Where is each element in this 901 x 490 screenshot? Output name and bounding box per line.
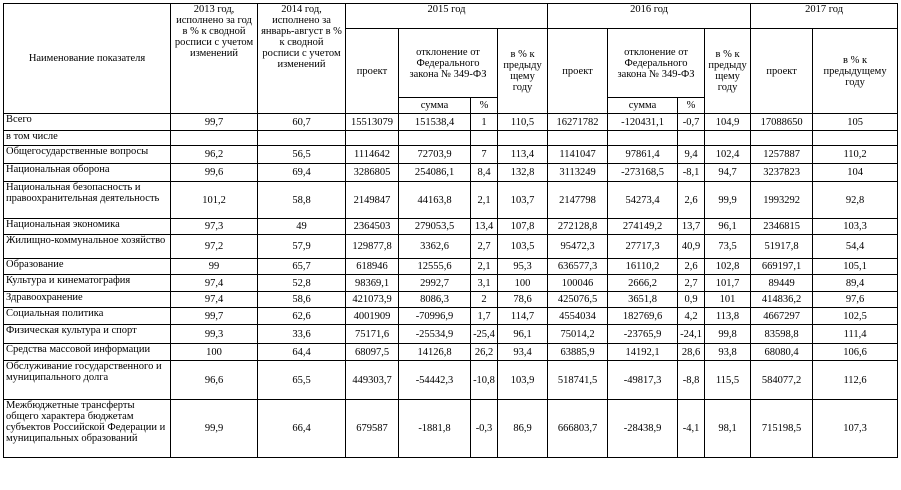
value-cell-c2014: 33,6 [258,325,346,344]
empty-cell [498,131,548,146]
value-cell-r2016: 99,8 [705,325,751,344]
value-cell-r2016: 113,8 [705,308,751,325]
table-row [4,400,898,458]
value-cell-d2015: 1,7 [471,308,498,325]
value-cell-c2014: 56,5 [258,146,346,164]
value-cell-s2016: 3651,8 [608,292,678,308]
value-cell-d2015: -10,8 [471,361,498,400]
value-cell-r2016: 104,9 [705,114,751,131]
value-cell-r2017: 106,6 [813,344,898,361]
value-cell-s2015: 12555,6 [399,259,471,275]
value-cell-r2017: 111,4 [813,325,898,344]
header-2016-project: проект [548,29,608,114]
empty-cell [678,131,705,146]
header-2015-deviation: отклонение от Федерального закона № 349-ФЗ [399,29,498,98]
value-cell-s2015: 14126,8 [399,344,471,361]
table-row [4,308,898,325]
value-cell-s2016: 16110,2 [608,259,678,275]
value-cell-p2017: 2346815 [751,219,813,235]
value-cell-c2013: 99,3 [171,325,258,344]
value-cell-d2016: 40,9 [678,235,705,259]
value-cell-p2016: 425076,5 [548,292,608,308]
value-cell-s2016: 274149,2 [608,219,678,235]
value-cell-r2017: 54,4 [813,235,898,259]
value-cell-r2015: 103,7 [498,182,548,219]
indicator-name-cell: Физическая культура и спорт [4,325,171,344]
value-cell-r2015: 107,8 [498,219,548,235]
empty-cell [608,131,678,146]
value-cell-p2016: 272128,8 [548,219,608,235]
value-cell-s2015: -54442,3 [399,361,471,400]
value-cell-p2015: 129877,8 [346,235,399,259]
value-cell-d2016: -0,7 [678,114,705,131]
value-cell-c2014: 60,7 [258,114,346,131]
header-indicator-name: Наименование показателя [4,4,171,114]
header-2017-pct-prev: в % к предыдущему году [813,29,898,114]
header-2015-project: проект [346,29,399,114]
value-cell-d2016: 28,6 [678,344,705,361]
value-cell-r2016: 102,8 [705,259,751,275]
empty-cell [751,131,813,146]
in-total-label: в том числе [4,131,171,146]
header-2015: 2015 год [346,4,548,29]
value-cell-d2015: 2 [471,292,498,308]
value-cell-s2016: 54273,4 [608,182,678,219]
value-cell-r2015: 95,3 [498,259,548,275]
value-cell-d2016: 2,6 [678,182,705,219]
table-row [4,325,898,344]
value-cell-s2015: 279053,5 [399,219,471,235]
value-cell-d2015: 2,1 [471,182,498,219]
table-row [4,146,898,164]
header-2016-sum: сумма [608,98,678,114]
table-row [4,361,898,400]
indicator-name-cell: Жилищно-коммунальное хозяйство [4,235,171,259]
value-cell-d2015: 7 [471,146,498,164]
value-cell-s2015: -1881,8 [399,400,471,458]
value-cell-d2016: -8,1 [678,164,705,182]
value-cell-s2015: 8086,3 [399,292,471,308]
value-cell-r2016: 98,1 [705,400,751,458]
value-cell-s2016: -28438,9 [608,400,678,458]
value-cell-p2017: 1993292 [751,182,813,219]
value-cell-p2015: 15513079 [346,114,399,131]
empty-cell [471,131,498,146]
indicator-name-cell: Национальная безопасность и правоохранительная деятельность [4,182,171,219]
value-cell-d2016: 2,6 [678,259,705,275]
value-cell-p2015: 2149847 [346,182,399,219]
indicator-name-cell: Образование [4,259,171,275]
value-cell-s2015: 254086,1 [399,164,471,182]
value-cell-c2014: 65,7 [258,259,346,275]
value-cell-p2015: 75171,6 [346,325,399,344]
value-cell-c2013: 99,7 [171,114,258,131]
value-cell-r2017: 97,6 [813,292,898,308]
value-cell-p2016: 95472,3 [548,235,608,259]
empty-cell [346,131,399,146]
value-cell-d2016: 4,2 [678,308,705,325]
value-cell-p2016: 636577,3 [548,259,608,275]
value-cell-c2013: 100 [171,344,258,361]
value-cell-s2016: -120431,1 [608,114,678,131]
table-row [4,219,898,235]
indicator-name-cell: Национальная экономика [4,219,171,235]
value-cell-p2016: 75014,2 [548,325,608,344]
empty-cell [813,131,898,146]
value-cell-d2015: -0,3 [471,400,498,458]
header-2015-pct-prev: в % к предыду щему году [498,29,548,114]
header-2016: 2016 год [548,4,751,29]
table-row [4,344,898,361]
value-cell-p2017: 83598,8 [751,325,813,344]
value-cell-d2015: 3,1 [471,275,498,292]
value-cell-r2016: 99,9 [705,182,751,219]
value-cell-r2017: 105,1 [813,259,898,275]
value-cell-c2013: 99,9 [171,400,258,458]
indicator-name-cell: Средства массовой информации [4,344,171,361]
value-cell-p2016: 3113249 [548,164,608,182]
value-cell-r2017: 89,4 [813,275,898,292]
indicator-name-cell: Межбюджетные трансферты общего характера бюджетам субъектов Российской Федерации и муниципальных образований [4,400,171,458]
value-cell-d2016: 2,7 [678,275,705,292]
indicator-name-cell: Всего [4,114,171,131]
value-cell-c2014: 65,5 [258,361,346,400]
value-cell-p2016: 666803,7 [548,400,608,458]
value-cell-r2016: 101,7 [705,275,751,292]
value-cell-r2017: 112,6 [813,361,898,400]
value-cell-r2017: 104 [813,164,898,182]
value-cell-p2016: 4554034 [548,308,608,325]
value-cell-r2015: 114,7 [498,308,548,325]
value-cell-p2017: 68080,4 [751,344,813,361]
value-cell-c2013: 99,7 [171,308,258,325]
table-row [4,182,898,219]
value-cell-c2014: 62,6 [258,308,346,325]
value-cell-p2017: 89449 [751,275,813,292]
value-cell-c2014: 58,8 [258,182,346,219]
value-cell-r2017: 107,3 [813,400,898,458]
value-cell-s2016: 14192,1 [608,344,678,361]
value-cell-s2016: 97861,4 [608,146,678,164]
value-cell-p2015: 2364503 [346,219,399,235]
value-cell-r2015: 103,9 [498,361,548,400]
value-cell-r2016: 102,4 [705,146,751,164]
value-cell-s2016: -23765,9 [608,325,678,344]
value-cell-p2017: 1257887 [751,146,813,164]
empty-cell [171,131,258,146]
value-cell-r2015: 113,4 [498,146,548,164]
value-cell-d2015: 8,4 [471,164,498,182]
value-cell-s2016: 27717,3 [608,235,678,259]
header-2017: 2017 год [751,4,898,29]
value-cell-c2014: 64,4 [258,344,346,361]
value-cell-p2015: 4001909 [346,308,399,325]
value-cell-p2016: 16271782 [548,114,608,131]
table-row [4,114,898,131]
indicator-name-cell: Обслуживание государственного и муниципального долга [4,361,171,400]
header-2016-deviation: отклонение от Федерального закона № 349-ФЗ [608,29,705,98]
value-cell-r2016: 73,5 [705,235,751,259]
value-cell-d2015: -25,4 [471,325,498,344]
value-cell-s2015: 72703,9 [399,146,471,164]
value-cell-p2017: 414836,2 [751,292,813,308]
table-body [4,114,898,458]
value-cell-d2016: 0,9 [678,292,705,308]
empty-cell [258,131,346,146]
value-cell-r2015: 103,5 [498,235,548,259]
value-cell-d2015: 2,7 [471,235,498,259]
value-cell-s2015: -25534,9 [399,325,471,344]
value-cell-r2015: 93,4 [498,344,548,361]
table-row [4,259,898,275]
value-cell-p2015: 3286805 [346,164,399,182]
value-cell-d2016: -24,1 [678,325,705,344]
value-cell-c2013: 96,6 [171,361,258,400]
value-cell-c2013: 97,2 [171,235,258,259]
header-2015-sum: сумма [399,98,471,114]
table-row-in-total [4,131,898,146]
value-cell-p2015: 421073,9 [346,292,399,308]
value-cell-p2017: 715198,5 [751,400,813,458]
header-2013: 2013 год, исполнено за год в % к сводной росписи с учетом изменений [171,4,258,114]
empty-cell [705,131,751,146]
header-2015-pct: % [471,98,498,114]
value-cell-c2014: 49 [258,219,346,235]
value-cell-s2015: -70996,9 [399,308,471,325]
value-cell-r2015: 132,8 [498,164,548,182]
budget-table [3,3,898,458]
value-cell-c2013: 97,4 [171,292,258,308]
value-cell-s2015: 2992,7 [399,275,471,292]
value-cell-r2015: 110,5 [498,114,548,131]
indicator-name-cell: Здравоохранение [4,292,171,308]
value-cell-p2016: 63885,9 [548,344,608,361]
indicator-name-cell: Культура и кинематография [4,275,171,292]
value-cell-r2016: 115,5 [705,361,751,400]
table-row [4,292,898,308]
value-cell-p2017: 3237823 [751,164,813,182]
indicator-name-cell: Общегосударственные вопросы [4,146,171,164]
value-cell-r2016: 101 [705,292,751,308]
value-cell-d2016: -4,1 [678,400,705,458]
value-cell-d2016: 13,7 [678,219,705,235]
table-row [4,275,898,292]
value-cell-d2016: 9,4 [678,146,705,164]
value-cell-r2015: 86,9 [498,400,548,458]
value-cell-p2017: 51917,8 [751,235,813,259]
value-cell-r2017: 105 [813,114,898,131]
value-cell-p2016: 100046 [548,275,608,292]
value-cell-c2013: 97,4 [171,275,258,292]
header-2016-pct: % [678,98,705,114]
value-cell-p2017: 669197,1 [751,259,813,275]
value-cell-d2015: 1 [471,114,498,131]
value-cell-s2016: -49817,3 [608,361,678,400]
header-2017-project: проект [751,29,813,114]
value-cell-d2016: -8,8 [678,361,705,400]
table-row [4,235,898,259]
value-cell-r2017: 92,8 [813,182,898,219]
value-cell-c2014: 52,8 [258,275,346,292]
value-cell-r2015: 78,6 [498,292,548,308]
value-cell-r2015: 96,1 [498,325,548,344]
value-cell-r2016: 93,8 [705,344,751,361]
value-cell-p2016: 2147798 [548,182,608,219]
value-cell-r2017: 110,2 [813,146,898,164]
value-cell-d2015: 2,1 [471,259,498,275]
value-cell-r2015: 100 [498,275,548,292]
value-cell-p2015: 449303,7 [346,361,399,400]
value-cell-s2016: -273168,5 [608,164,678,182]
empty-cell [399,131,471,146]
value-cell-c2014: 58,6 [258,292,346,308]
value-cell-p2017: 4667297 [751,308,813,325]
value-cell-s2015: 151538,4 [399,114,471,131]
value-cell-r2017: 103,3 [813,219,898,235]
value-cell-p2016: 1141047 [548,146,608,164]
value-cell-r2017: 102,5 [813,308,898,325]
value-cell-c2013: 96,2 [171,146,258,164]
value-cell-c2014: 66,4 [258,400,346,458]
value-cell-p2017: 584077,2 [751,361,813,400]
value-cell-s2016: 2666,2 [608,275,678,292]
value-cell-c2014: 69,4 [258,164,346,182]
empty-cell [548,131,608,146]
value-cell-p2015: 68097,5 [346,344,399,361]
value-cell-s2016: 182769,6 [608,308,678,325]
value-cell-c2014: 57,9 [258,235,346,259]
value-cell-r2016: 94,7 [705,164,751,182]
indicator-name-cell: Национальная оборона [4,164,171,182]
value-cell-p2015: 98369,1 [346,275,399,292]
value-cell-p2015: 679587 [346,400,399,458]
value-cell-c2013: 99,6 [171,164,258,182]
header-2016-pct-prev: в % к предыду щему году [705,29,751,114]
value-cell-s2015: 44163,8 [399,182,471,219]
value-cell-p2015: 618946 [346,259,399,275]
value-cell-r2016: 96,1 [705,219,751,235]
value-cell-c2013: 99 [171,259,258,275]
table-row [4,164,898,182]
value-cell-s2015: 3362,6 [399,235,471,259]
header-2014: 2014 год, исполнено за январь-август в % к сводной росписи с учетом изменений [258,4,346,114]
value-cell-p2016: 518741,5 [548,361,608,400]
indicator-name-cell: Социальная политика [4,308,171,325]
value-cell-c2013: 101,2 [171,182,258,219]
value-cell-p2015: 1114642 [346,146,399,164]
value-cell-d2015: 13,4 [471,219,498,235]
value-cell-p2017: 17088650 [751,114,813,131]
value-cell-d2015: 26,2 [471,344,498,361]
value-cell-c2013: 97,3 [171,219,258,235]
